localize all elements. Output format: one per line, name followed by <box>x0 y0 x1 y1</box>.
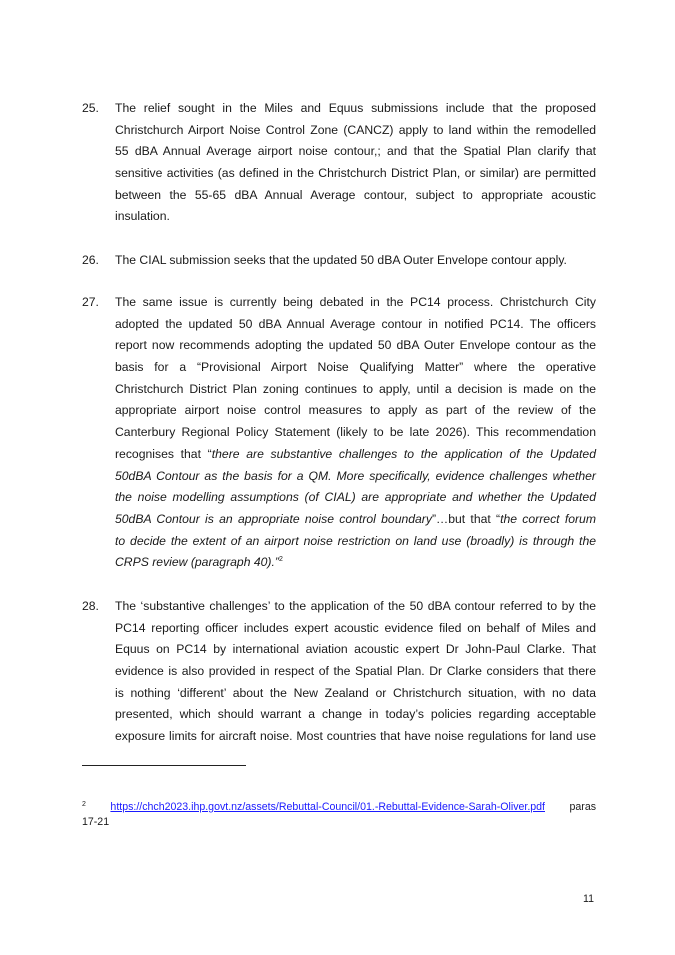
text-run: ”…but that “ <box>431 511 501 526</box>
paragraph-25 <box>82 98 596 228</box>
text-line: adopted the updated 50 dBA Annual Average contour in notified PC14. The officers <box>115 316 596 331</box>
paragraph-number: 26. <box>82 253 99 267</box>
text-line: insulation. <box>115 209 170 224</box>
text-line: presented, which should warrant a change in today’s policies regarding acceptable <box>115 707 596 722</box>
text-line: Christchurch Airport Noise Control Zone (CANCZ) apply to land within the remodelled <box>115 122 596 137</box>
text-line: exposure limits for aircraft noise. Most countries that have noise regulations for land use <box>115 729 596 744</box>
text-line: is nothing ‘different’ about the New Zealand or Christchurch situation, with no data <box>115 685 596 700</box>
text-line: The CIAL submission seeks that the updated 50 dBA Outer Envelope contour apply. <box>115 253 567 267</box>
text-line: between the 55-65 dBA Annual Average contour, subject to appropriate acoustic <box>115 187 596 202</box>
quoted-text: 50dBA Contour as the basis for a QM. More specifically, evidence challenges whether <box>115 468 596 483</box>
text-line: The relief sought in the Miles and Equus submissions include that the proposed <box>115 101 596 115</box>
quoted-text: the correct forum <box>500 511 596 526</box>
text-line: Christchurch District Plan zoning continues to apply, until a decision is made on the <box>115 381 596 396</box>
text-line: Canterbury Regional Policy Statement (likely to be late 2026). This recommendation <box>115 425 596 440</box>
footnote-separator <box>82 765 246 766</box>
footnote-reference[interactable]: 2 <box>278 556 283 564</box>
text-line: basis for a “Provisional Airport Noise Qualifying Matter” where the operative <box>115 360 596 375</box>
text-line: PC14 reporting officer includes expert acoustic evidence filed on behalf of Miles and <box>115 620 596 635</box>
footnote-link[interactable]: https://chch2023.ihp.govt.nz/assets/Rebuttal-Council/01.-Rebuttal-Evidence-Sarah-Oliver.pdf <box>110 801 545 813</box>
text-line: appropriate airport noise control measures to apply as part of the review of the <box>115 403 596 418</box>
quoted-text: there are substantive challenges to the application of the Updated <box>211 446 596 461</box>
paragraph-26 <box>82 250 596 272</box>
quoted-text: CRPS review (paragraph 40). <box>115 555 275 570</box>
text-line: 55 dBA Annual Average airport noise contour,; and that the Spatial Plan clarify that <box>115 144 596 159</box>
text-line <box>115 552 596 574</box>
quoted-text: 50dBA Contour is an appropriate noise control boundary <box>115 511 432 526</box>
text-line <box>115 444 596 466</box>
paragraph-28 <box>82 596 596 748</box>
text-line: report now recommends adopting the updated 50 dBA Outer Envelope contour as the <box>115 338 596 353</box>
text-line: The same issue is currently being debated in the PC14 process. Christchurch City <box>115 295 596 309</box>
text-line: Equus on PC14 by international aviation acoustic expert Dr John-Paul Clarke. That <box>115 642 596 657</box>
closing-quote: ” <box>274 555 279 570</box>
text-line <box>115 466 596 488</box>
paragraph-number: 25. <box>82 101 99 115</box>
paragraph-27 <box>82 292 596 574</box>
paragraph-number: 28. <box>82 599 99 613</box>
text-line <box>115 487 596 509</box>
paragraph-body <box>115 98 596 228</box>
paragraph-body <box>115 292 596 574</box>
footnote-line <box>82 800 596 815</box>
text-line <box>115 531 596 553</box>
quoted-text: to decide the extent of an airport noise restriction on land use (broadly) is through the <box>115 533 596 548</box>
footnote-line: 17-21 <box>82 816 110 828</box>
text-line: The ‘substantive challenges’ to the application of the 50 dBA contour referred to by the <box>115 599 596 613</box>
quoted-text: the noise modelling assumptions (of CIAL) are appropriate and whether the Updated <box>115 490 596 505</box>
paragraph-body <box>115 250 596 272</box>
footnote <box>82 800 596 830</box>
footnote-number: 2 <box>82 801 86 808</box>
page-number: 11 <box>583 893 594 905</box>
text-line <box>115 509 596 531</box>
footnote-text: paras <box>569 801 597 813</box>
paragraph-body <box>115 596 596 748</box>
text-line: evidence is also provided in respect of the Spatial Plan. Dr Clarke considers that there <box>115 664 596 679</box>
paragraph-number: 27. <box>82 295 99 309</box>
text-line: sensitive activities (as defined in the Christchurch District Plan, or similar) are permitted <box>115 166 596 181</box>
text-run: recognises that “ <box>115 446 212 461</box>
